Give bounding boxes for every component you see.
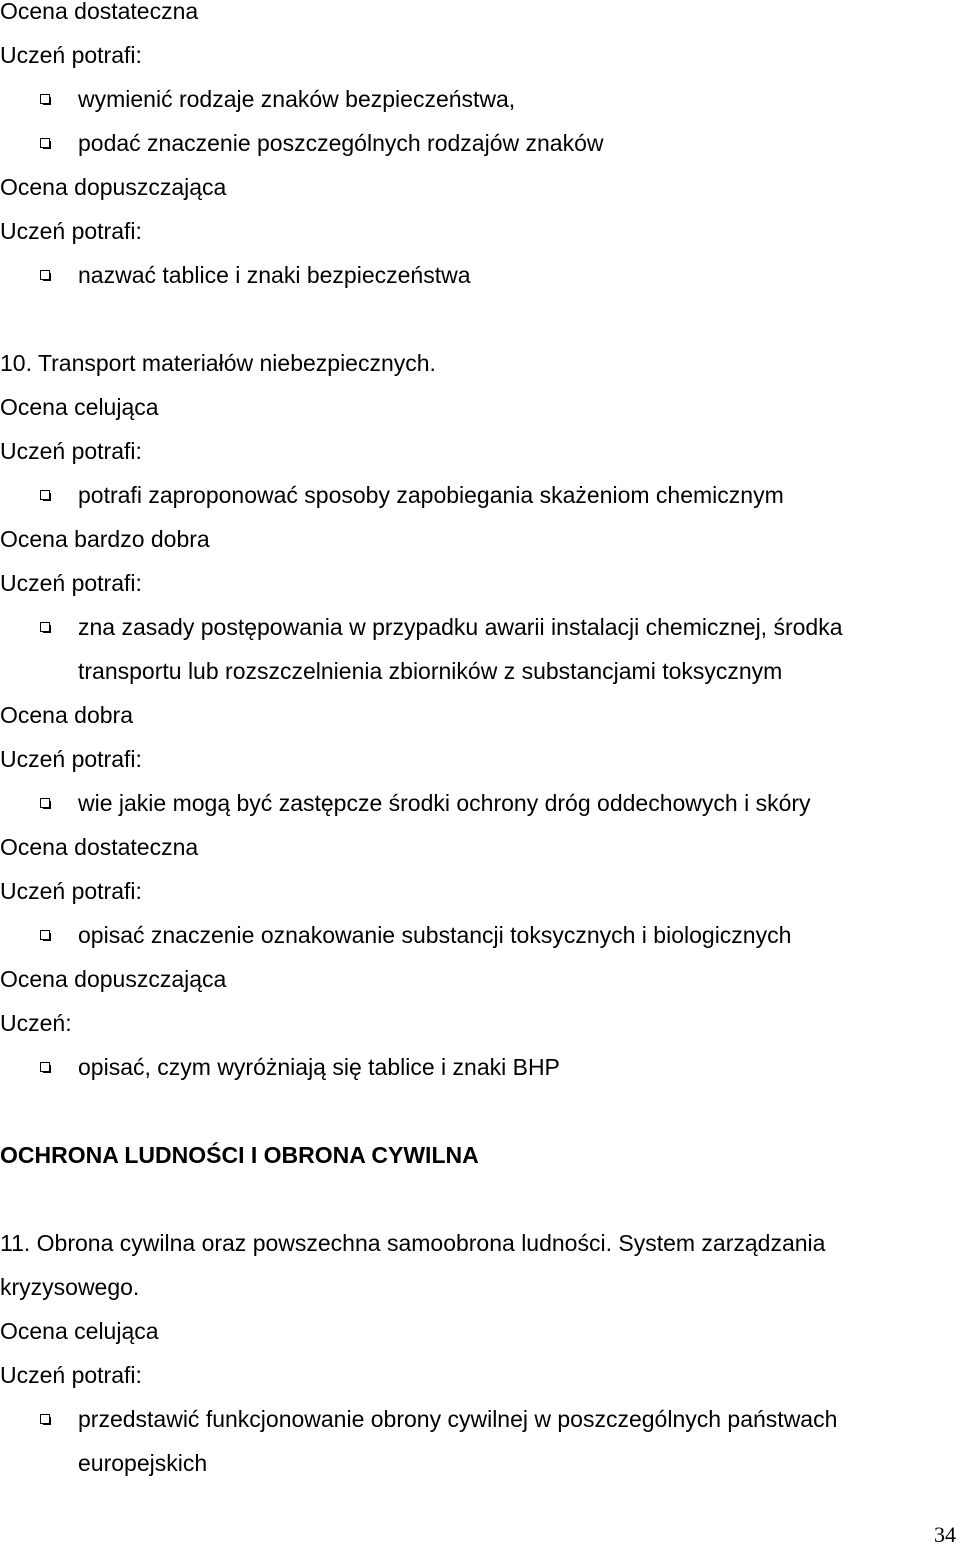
checkbox-bullet-icon <box>40 94 50 104</box>
section-title-continuation: kryzysowego. <box>0 1274 140 1300</box>
section-title: 10. Transport materiałów niebezpiecznych. <box>0 350 436 376</box>
grade-heading: Ocena dopuszczająca <box>0 966 227 992</box>
list-item: opisać, czym wyróżniają się tablice i znaki BHP <box>78 1054 560 1080</box>
checkbox-bullet-icon <box>40 270 50 280</box>
list-item-continuation: transportu lub rozszczelnienia zbiorników z substancjami toksycznym <box>78 658 783 684</box>
student-can-label: Uczeń potrafi: <box>0 42 142 68</box>
grade-heading: Ocena dobra <box>0 702 133 728</box>
student-can-label: Uczeń potrafi: <box>0 218 142 244</box>
grade-heading: Ocena bardzo dobra <box>0 526 210 552</box>
chapter-heading: OCHRONA LUDNOŚCI I OBRONA CYWILNA <box>0 1142 479 1168</box>
page-number: 34 <box>934 1522 956 1547</box>
checkbox-bullet-icon <box>40 138 50 148</box>
list-item: opisać znaczenie oznakowanie substancji toksycznych i biologicznych <box>78 922 792 948</box>
list-item: wymienić rodzaje znaków bezpieczeństwa, <box>78 86 516 112</box>
student-label: Uczeń: <box>0 1010 72 1036</box>
grade-heading: Ocena celująca <box>0 394 159 420</box>
grade-heading: Ocena dopuszczająca <box>0 174 227 200</box>
section-title: 11. Obrona cywilna oraz powszechna samoobrona ludności. System zarządzania <box>0 1230 826 1256</box>
list-item-continuation: europejskich <box>78 1450 208 1476</box>
list-item: wie jakie mogą być zastępcze środki ochrony dróg oddechowych i skóry <box>78 790 811 816</box>
student-can-label: Uczeń potrafi: <box>0 570 142 596</box>
list-item: podać znaczenie poszczególnych rodzajów znaków <box>78 130 604 156</box>
checkbox-bullet-icon <box>40 622 50 632</box>
checkbox-bullet-icon <box>40 490 50 500</box>
student-can-label: Uczeń potrafi: <box>0 438 142 464</box>
list-item: potrafi zaproponować sposoby zapobiegania skażeniom chemicznym <box>78 482 784 508</box>
student-can-label: Uczeń potrafi: <box>0 1362 142 1388</box>
student-can-label: Uczeń potrafi: <box>0 746 142 772</box>
checkbox-bullet-icon <box>40 1414 50 1424</box>
checkbox-bullet-icon <box>40 930 50 940</box>
list-item: nazwać tablice i znaki bezpieczeństwa <box>78 262 471 288</box>
student-can-label: Uczeń potrafi: <box>0 878 142 904</box>
list-item: przedstawić funkcjonowanie obrony cywilnej w poszczególnych państwach <box>78 1406 838 1432</box>
grade-heading: Ocena celująca <box>0 1318 159 1344</box>
grade-heading: Ocena dostateczna <box>0 0 199 24</box>
list-item: zna zasady postępowania w przypadku awarii instalacji chemicznej, środka <box>78 614 843 640</box>
grade-heading: Ocena dostateczna <box>0 834 199 860</box>
checkbox-bullet-icon <box>40 798 50 808</box>
checkbox-bullet-icon <box>40 1062 50 1072</box>
